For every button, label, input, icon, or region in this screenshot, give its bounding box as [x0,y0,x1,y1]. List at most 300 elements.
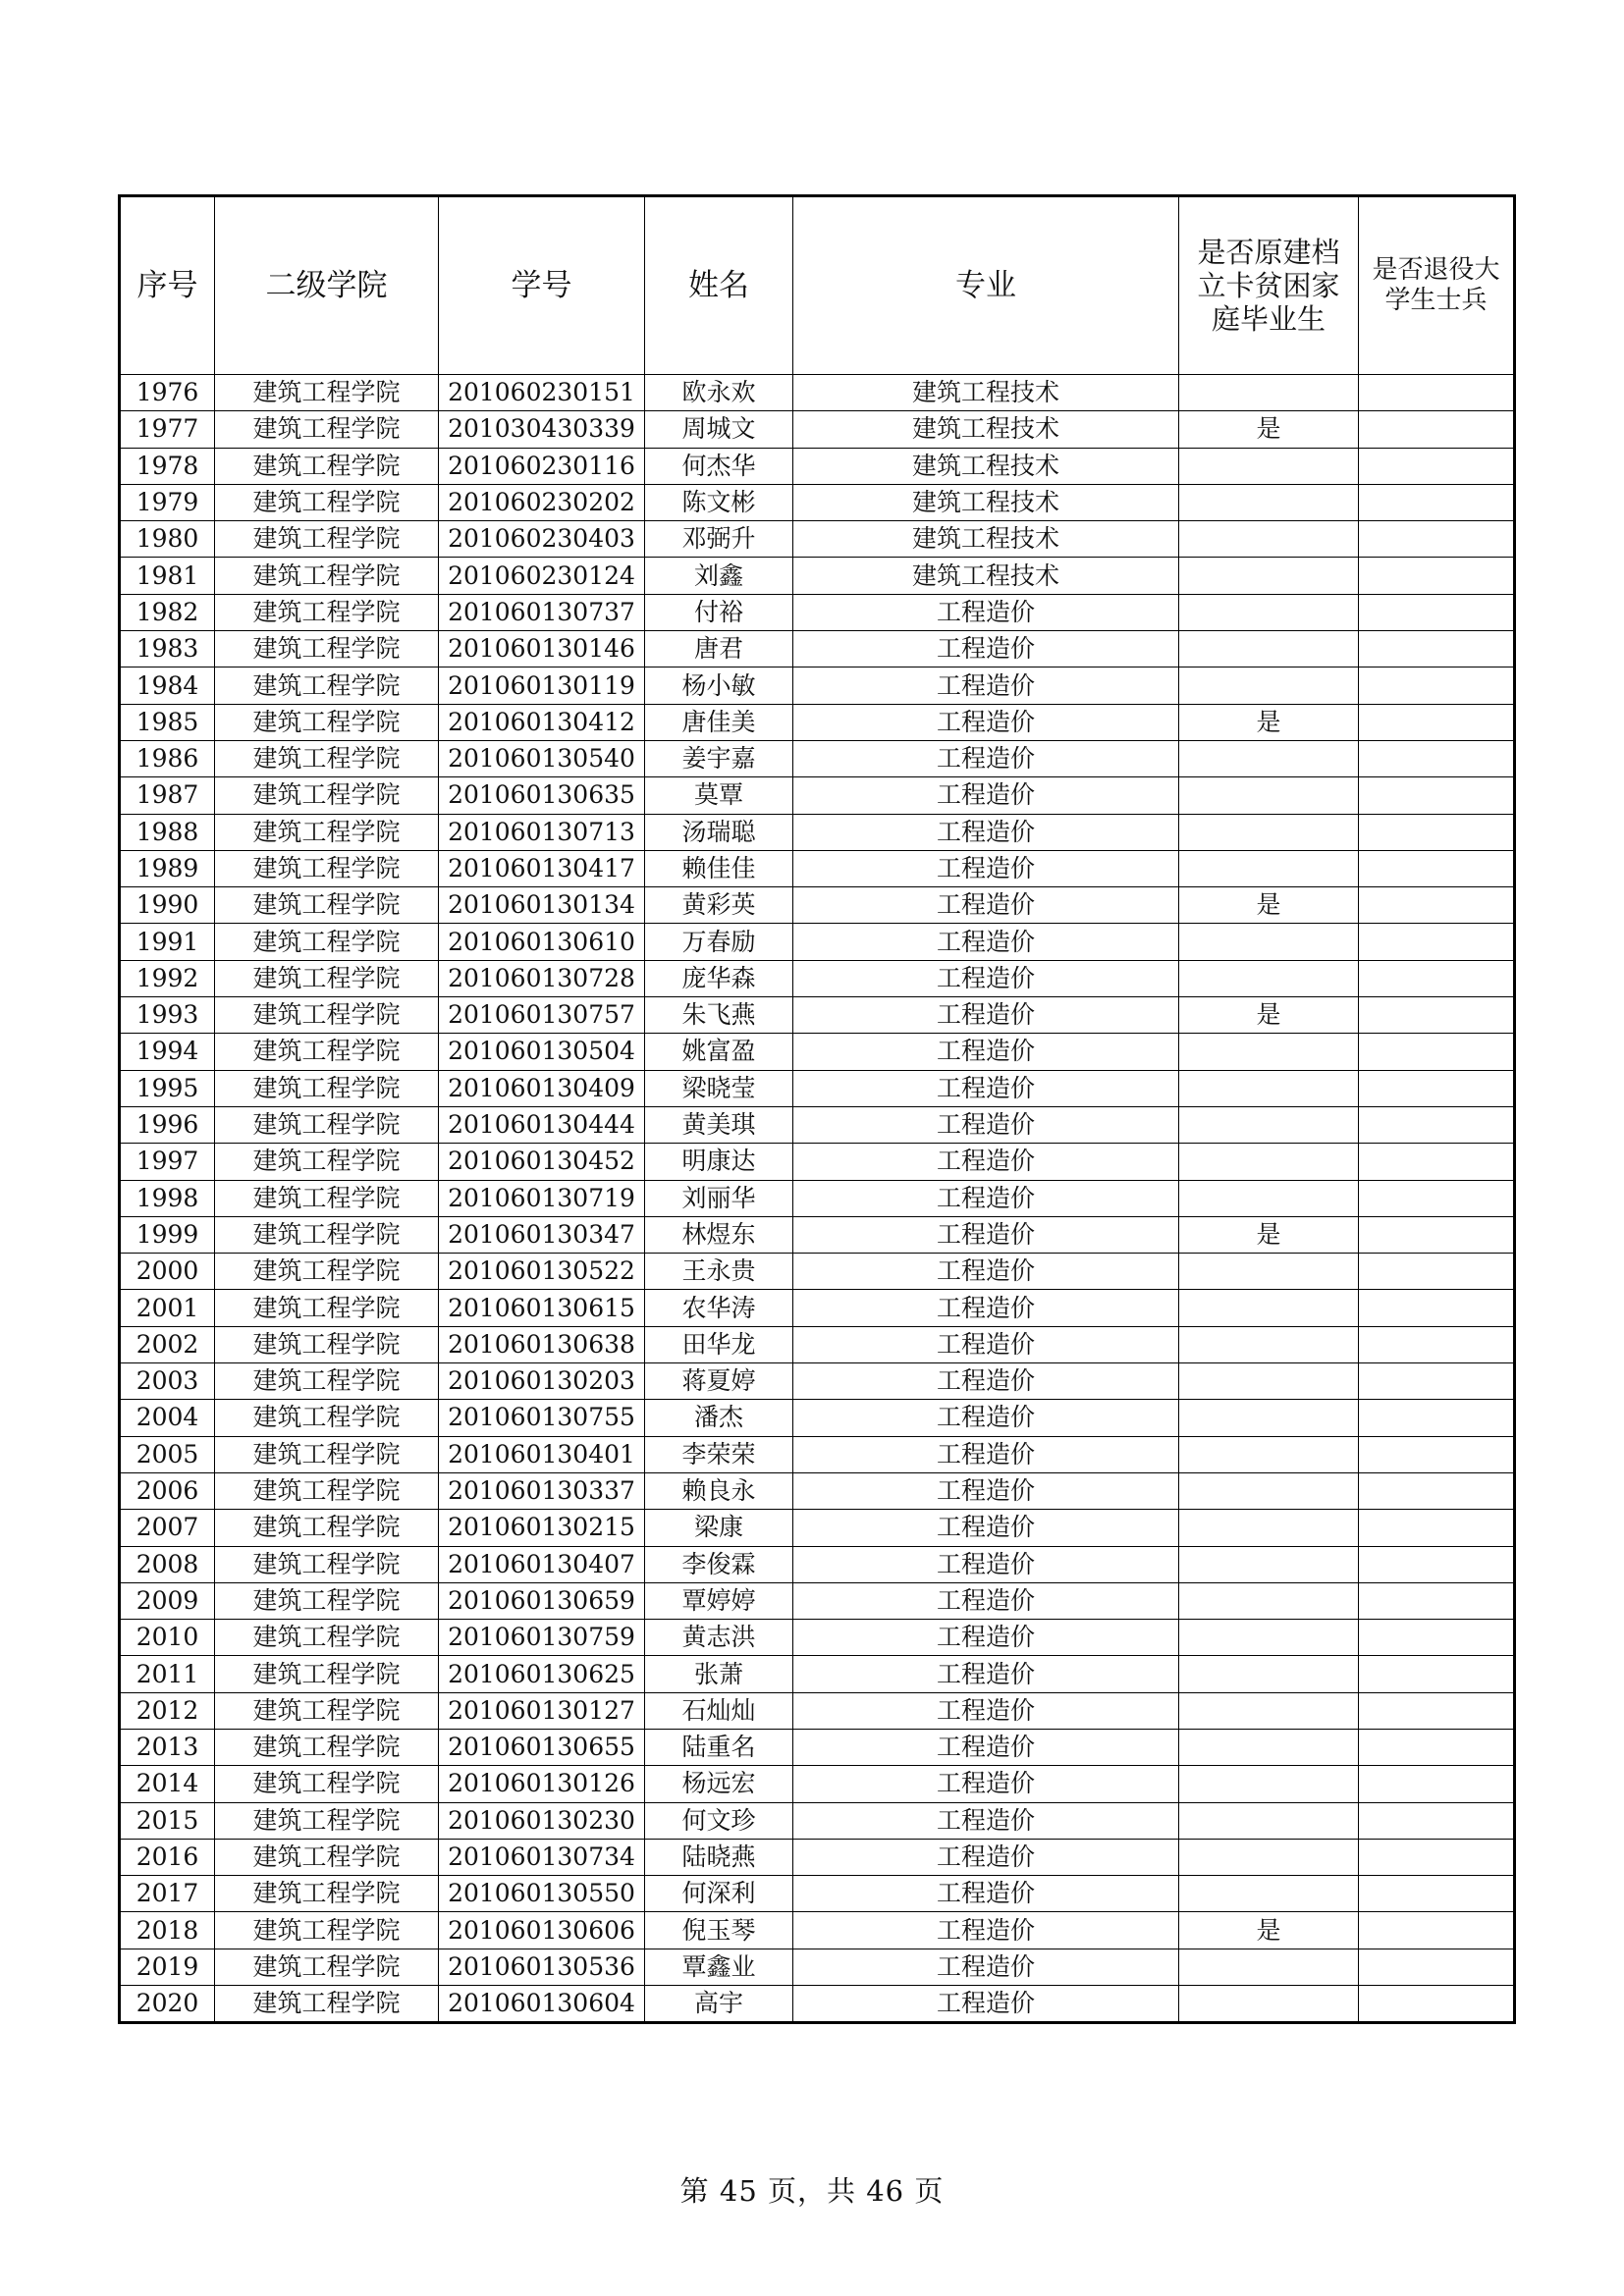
cell-poverty-family [1179,558,1359,594]
cell-index: 2011 [120,1656,215,1692]
cell-college: 建筑工程学院 [215,960,439,996]
cell-student-id: 201060130604 [439,1986,645,2023]
cell-poverty-family [1179,777,1359,814]
cell-veteran [1359,1290,1515,1326]
table-row [120,1839,1515,1875]
header-name: 姓名 [645,196,793,375]
cell-index: 2006 [120,1472,215,1509]
cell-name: 刘丽华 [645,1180,793,1216]
cell-student-id: 201060130713 [439,814,645,850]
table-row [120,704,1515,740]
cell-major: 工程造价 [793,1766,1179,1802]
cell-name: 刘鑫 [645,558,793,594]
cell-student-id: 201060130215 [439,1510,645,1546]
cell-poverty-family [1179,1070,1359,1106]
cell-college: 建筑工程学院 [215,631,439,667]
table-row [120,887,1515,924]
cell-student-id: 201060130401 [439,1436,645,1472]
table-row [120,1180,1515,1216]
cell-index: 1997 [120,1144,215,1180]
cell-major: 工程造价 [793,1106,1179,1143]
cell-name: 黄志洪 [645,1620,793,1656]
cell-poverty-family [1179,1436,1359,1472]
cell-student-id: 201060130755 [439,1400,645,1436]
cell-poverty-family: 是 [1179,411,1359,448]
student-table [118,194,1516,2024]
cell-student-id: 201060230116 [439,448,645,484]
cell-college: 建筑工程学院 [215,1620,439,1656]
cell-major: 工程造价 [793,960,1179,996]
cell-veteran [1359,1363,1515,1400]
cell-veteran [1359,1620,1515,1656]
cell-poverty-family: 是 [1179,704,1359,740]
cell-poverty-family [1179,1949,1359,1985]
table-row [120,814,1515,850]
cell-poverty-family [1179,740,1359,776]
cell-index: 1988 [120,814,215,850]
cell-college: 建筑工程学院 [215,411,439,448]
cell-index: 1976 [120,375,215,411]
cell-poverty-family: 是 [1179,1912,1359,1949]
table-row [120,1363,1515,1400]
cell-poverty-family [1179,484,1359,520]
table-row [120,1510,1515,1546]
cell-major: 工程造价 [793,1254,1179,1290]
cell-college: 建筑工程学院 [215,1180,439,1216]
cell-student-id: 201060130504 [439,1034,645,1070]
cell-poverty-family [1179,1986,1359,2023]
cell-college: 建筑工程学院 [215,777,439,814]
cell-poverty-family [1179,850,1359,886]
cell-veteran [1359,594,1515,630]
cell-student-id: 201060130728 [439,960,645,996]
cell-poverty-family [1179,594,1359,630]
cell-student-id: 201060230403 [439,521,645,558]
table-row [120,960,1515,996]
cell-index: 1983 [120,631,215,667]
cell-poverty-family [1179,1180,1359,1216]
table-row [120,850,1515,886]
cell-name: 姚富盈 [645,1034,793,1070]
cell-index: 1991 [120,924,215,960]
cell-veteran [1359,667,1515,704]
cell-name: 何文珍 [645,1802,793,1839]
table-row [120,1692,1515,1729]
cell-college: 建筑工程学院 [215,1290,439,1326]
cell-major: 工程造价 [793,704,1179,740]
header-index: 序号 [120,196,215,375]
cell-major: 工程造价 [793,1986,1179,2023]
cell-student-id: 201060130126 [439,1766,645,1802]
cell-student-id: 201060130134 [439,887,645,924]
cell-student-id: 201060130737 [439,594,645,630]
table-row [120,1290,1515,1326]
cell-student-id: 201060130759 [439,1620,645,1656]
cell-college: 建筑工程学院 [215,1766,439,1802]
cell-poverty-family [1179,1363,1359,1400]
cell-index: 1987 [120,777,215,814]
cell-poverty-family: 是 [1179,997,1359,1034]
cell-name: 赖佳佳 [645,850,793,886]
cell-student-id: 201060130757 [439,997,645,1034]
cell-student-id: 201060130655 [439,1729,645,1765]
cell-poverty-family: 是 [1179,1216,1359,1253]
cell-index: 1998 [120,1180,215,1216]
cell-veteran [1359,740,1515,776]
cell-student-id: 201060130407 [439,1546,645,1582]
cell-index: 1994 [120,1034,215,1070]
table-row [120,1400,1515,1436]
cell-college: 建筑工程学院 [215,924,439,960]
cell-index: 2001 [120,1290,215,1326]
cell-student-id: 201060230124 [439,558,645,594]
cell-name: 王永贵 [645,1254,793,1290]
header-poverty-family: 是否原建档立卡贫困家庭毕业生 [1179,196,1359,375]
cell-name: 何深利 [645,1876,793,1912]
cell-college: 建筑工程学院 [215,1510,439,1546]
cell-name: 周城文 [645,411,793,448]
cell-college: 建筑工程学院 [215,704,439,740]
cell-name: 欧永欢 [645,375,793,411]
cell-poverty-family [1179,521,1359,558]
cell-index: 2018 [120,1912,215,1949]
cell-index: 1984 [120,667,215,704]
cell-student-id: 201060130550 [439,1876,645,1912]
cell-veteran [1359,850,1515,886]
cell-college: 建筑工程学院 [215,484,439,520]
cell-veteran [1359,1766,1515,1802]
cell-poverty-family [1179,1582,1359,1619]
cell-name: 李荣荣 [645,1436,793,1472]
cell-veteran [1359,1106,1515,1143]
cell-student-id: 201060130127 [439,1692,645,1729]
cell-name: 覃鑫业 [645,1949,793,1985]
cell-major: 工程造价 [793,1692,1179,1729]
cell-index: 1982 [120,594,215,630]
cell-index: 1993 [120,997,215,1034]
cell-name: 明康达 [645,1144,793,1180]
cell-college: 建筑工程学院 [215,814,439,850]
cell-index: 2012 [120,1692,215,1729]
cell-major: 工程造价 [793,1656,1179,1692]
cell-name: 倪玉琴 [645,1912,793,1949]
cell-poverty-family [1179,1729,1359,1765]
table-row [120,1034,1515,1070]
cell-name: 林煜东 [645,1216,793,1253]
cell-college: 建筑工程学院 [215,1729,439,1765]
cell-major: 工程造价 [793,997,1179,1034]
table-row [120,1986,1515,2023]
cell-major: 工程造价 [793,850,1179,886]
cell-index: 2014 [120,1766,215,1802]
cell-student-id: 201060130337 [439,1472,645,1509]
cell-poverty-family [1179,1510,1359,1546]
table-row [120,1546,1515,1582]
cell-college: 建筑工程学院 [215,1106,439,1143]
cell-poverty-family [1179,1766,1359,1802]
cell-college: 建筑工程学院 [215,1912,439,1949]
cell-college: 建筑工程学院 [215,667,439,704]
cell-student-id: 201060130638 [439,1326,645,1362]
table-row [120,594,1515,630]
cell-name: 何杰华 [645,448,793,484]
table-row [120,1472,1515,1509]
cell-major: 工程造价 [793,1034,1179,1070]
cell-major: 工程造价 [793,1876,1179,1912]
cell-major: 工程造价 [793,1400,1179,1436]
cell-veteran [1359,1876,1515,1912]
cell-college: 建筑工程学院 [215,1400,439,1436]
table-row [120,1582,1515,1619]
cell-college: 建筑工程学院 [215,1582,439,1619]
cell-name: 农华涛 [645,1290,793,1326]
cell-poverty-family [1179,924,1359,960]
cell-college: 建筑工程学院 [215,1144,439,1180]
cell-index: 1999 [120,1216,215,1253]
cell-index: 2020 [120,1986,215,2023]
cell-college: 建筑工程学院 [215,887,439,924]
cell-major: 工程造价 [793,1180,1179,1216]
cell-name: 姜宇嘉 [645,740,793,776]
cell-poverty-family: 是 [1179,887,1359,924]
cell-veteran [1359,411,1515,448]
cell-poverty-family [1179,448,1359,484]
cell-index: 1978 [120,448,215,484]
cell-student-id: 201060130230 [439,1802,645,1839]
cell-college: 建筑工程学院 [215,1216,439,1253]
cell-index: 2003 [120,1363,215,1400]
cell-index: 1980 [120,521,215,558]
table-row [120,1144,1515,1180]
cell-name: 陆晓燕 [645,1839,793,1875]
cell-college: 建筑工程学院 [215,1254,439,1290]
header-student-id: 学号 [439,196,645,375]
cell-veteran [1359,558,1515,594]
cell-veteran [1359,1254,1515,1290]
cell-major: 工程造价 [793,1510,1179,1546]
cell-poverty-family [1179,1656,1359,1692]
cell-major: 建筑工程技术 [793,411,1179,448]
cell-student-id: 201060130347 [439,1216,645,1253]
cell-veteran [1359,484,1515,520]
cell-student-id: 201060230151 [439,375,645,411]
cell-veteran [1359,375,1515,411]
cell-college: 建筑工程学院 [215,997,439,1034]
cell-index: 2002 [120,1326,215,1362]
table-row [120,484,1515,520]
cell-poverty-family [1179,1106,1359,1143]
cell-veteran [1359,448,1515,484]
cell-index: 2007 [120,1510,215,1546]
cell-name: 莫覃 [645,777,793,814]
cell-major: 工程造价 [793,1546,1179,1582]
cell-name: 杨远宏 [645,1766,793,1802]
cell-major: 工程造价 [793,1070,1179,1106]
cell-name: 付裕 [645,594,793,630]
cell-veteran [1359,1034,1515,1070]
table-row [120,1620,1515,1656]
cell-major: 工程造价 [793,1363,1179,1400]
table-body [120,375,1515,2023]
cell-veteran [1359,924,1515,960]
cell-college: 建筑工程学院 [215,1949,439,1985]
table-row [120,667,1515,704]
cell-student-id: 201060130659 [439,1582,645,1619]
cell-index: 2017 [120,1876,215,1912]
cell-index: 1990 [120,887,215,924]
cell-student-id: 201060130635 [439,777,645,814]
cell-poverty-family [1179,375,1359,411]
cell-poverty-family [1179,667,1359,704]
cell-veteran [1359,960,1515,996]
cell-major: 工程造价 [793,1912,1179,1949]
cell-veteran [1359,1546,1515,1582]
cell-college: 建筑工程学院 [215,1326,439,1362]
cell-index: 2004 [120,1400,215,1436]
table-row [120,375,1515,411]
cell-index: 2000 [120,1254,215,1290]
cell-poverty-family [1179,1144,1359,1180]
cell-student-id: 201060130417 [439,850,645,886]
cell-major: 工程造价 [793,887,1179,924]
cell-name: 黄美琪 [645,1106,793,1143]
header-major: 专业 [793,196,1179,375]
cell-veteran [1359,1912,1515,1949]
cell-veteran [1359,1144,1515,1180]
cell-index: 2008 [120,1546,215,1582]
table-row [120,1729,1515,1765]
cell-major: 工程造价 [793,1144,1179,1180]
cell-index: 1995 [120,1070,215,1106]
cell-veteran [1359,814,1515,850]
table-row [120,1656,1515,1692]
table-row [120,740,1515,776]
cell-college: 建筑工程学院 [215,1546,439,1582]
table-row [120,924,1515,960]
cell-veteran [1359,521,1515,558]
cell-name: 陈文彬 [645,484,793,520]
cell-index: 1985 [120,704,215,740]
cell-poverty-family [1179,1692,1359,1729]
cell-major: 工程造价 [793,1802,1179,1839]
cell-college: 建筑工程学院 [215,1656,439,1692]
cell-veteran [1359,1070,1515,1106]
cell-name: 唐佳美 [645,704,793,740]
table-row [120,1802,1515,1839]
table-row [120,631,1515,667]
cell-index: 1977 [120,411,215,448]
table-row [120,411,1515,448]
table-header [120,196,1515,375]
cell-college: 建筑工程学院 [215,740,439,776]
table-row [120,1070,1515,1106]
cell-major: 工程造价 [793,1582,1179,1619]
cell-index: 1992 [120,960,215,996]
cell-major: 建筑工程技术 [793,558,1179,594]
cell-major: 工程造价 [793,1839,1179,1875]
cell-major: 工程造价 [793,1472,1179,1509]
cell-college: 建筑工程学院 [215,558,439,594]
cell-veteran [1359,631,1515,667]
cell-student-id: 201060130522 [439,1254,645,1290]
cell-student-id: 201060130409 [439,1070,645,1106]
cell-index: 2013 [120,1729,215,1765]
cell-major: 工程造价 [793,814,1179,850]
cell-name: 张萧 [645,1656,793,1692]
cell-name: 李俊霖 [645,1546,793,1582]
cell-major: 工程造价 [793,777,1179,814]
cell-student-id: 201060130625 [439,1656,645,1692]
cell-name: 邓弼升 [645,521,793,558]
cell-college: 建筑工程学院 [215,1034,439,1070]
cell-veteran [1359,1582,1515,1619]
cell-college: 建筑工程学院 [215,1070,439,1106]
cell-student-id: 201060130146 [439,631,645,667]
cell-major: 工程造价 [793,1620,1179,1656]
cell-veteran [1359,887,1515,924]
table-row [120,1766,1515,1802]
cell-name: 汤瑞聪 [645,814,793,850]
cell-veteran [1359,1472,1515,1509]
cell-veteran [1359,1180,1515,1216]
cell-poverty-family [1179,1839,1359,1875]
cell-index: 1979 [120,484,215,520]
cell-major: 工程造价 [793,594,1179,630]
cell-veteran [1359,1839,1515,1875]
cell-poverty-family [1179,1034,1359,1070]
table-row [120,777,1515,814]
cell-major: 工程造价 [793,631,1179,667]
cell-major: 建筑工程技术 [793,521,1179,558]
cell-index: 2015 [120,1802,215,1839]
table-row [120,1949,1515,1985]
cell-major: 工程造价 [793,1216,1179,1253]
cell-veteran [1359,1436,1515,1472]
table-row [120,448,1515,484]
cell-name: 田华龙 [645,1326,793,1362]
cell-major: 工程造价 [793,1290,1179,1326]
table-row [120,1254,1515,1290]
table-row [120,1876,1515,1912]
cell-index: 1996 [120,1106,215,1143]
cell-name: 庞华森 [645,960,793,996]
cell-student-id: 201060130615 [439,1290,645,1326]
cell-student-id: 201060130540 [439,740,645,776]
cell-index: 1981 [120,558,215,594]
cell-poverty-family [1179,1472,1359,1509]
cell-poverty-family [1179,1802,1359,1839]
cell-poverty-family [1179,1290,1359,1326]
cell-college: 建筑工程学院 [215,1986,439,2023]
header-college: 二级学院 [215,196,439,375]
table-row [120,1326,1515,1362]
cell-college: 建筑工程学院 [215,1802,439,1839]
cell-veteran [1359,1949,1515,1985]
table-row [120,1106,1515,1143]
cell-index: 2016 [120,1839,215,1875]
cell-poverty-family [1179,1400,1359,1436]
cell-veteran [1359,1510,1515,1546]
cell-major: 工程造价 [793,1949,1179,1985]
cell-college: 建筑工程学院 [215,1363,439,1400]
cell-college: 建筑工程学院 [215,594,439,630]
cell-name: 梁康 [645,1510,793,1546]
cell-veteran [1359,1400,1515,1436]
cell-name: 唐君 [645,631,793,667]
table-row [120,558,1515,594]
cell-student-id: 201030430339 [439,411,645,448]
cell-name: 陆重名 [645,1729,793,1765]
